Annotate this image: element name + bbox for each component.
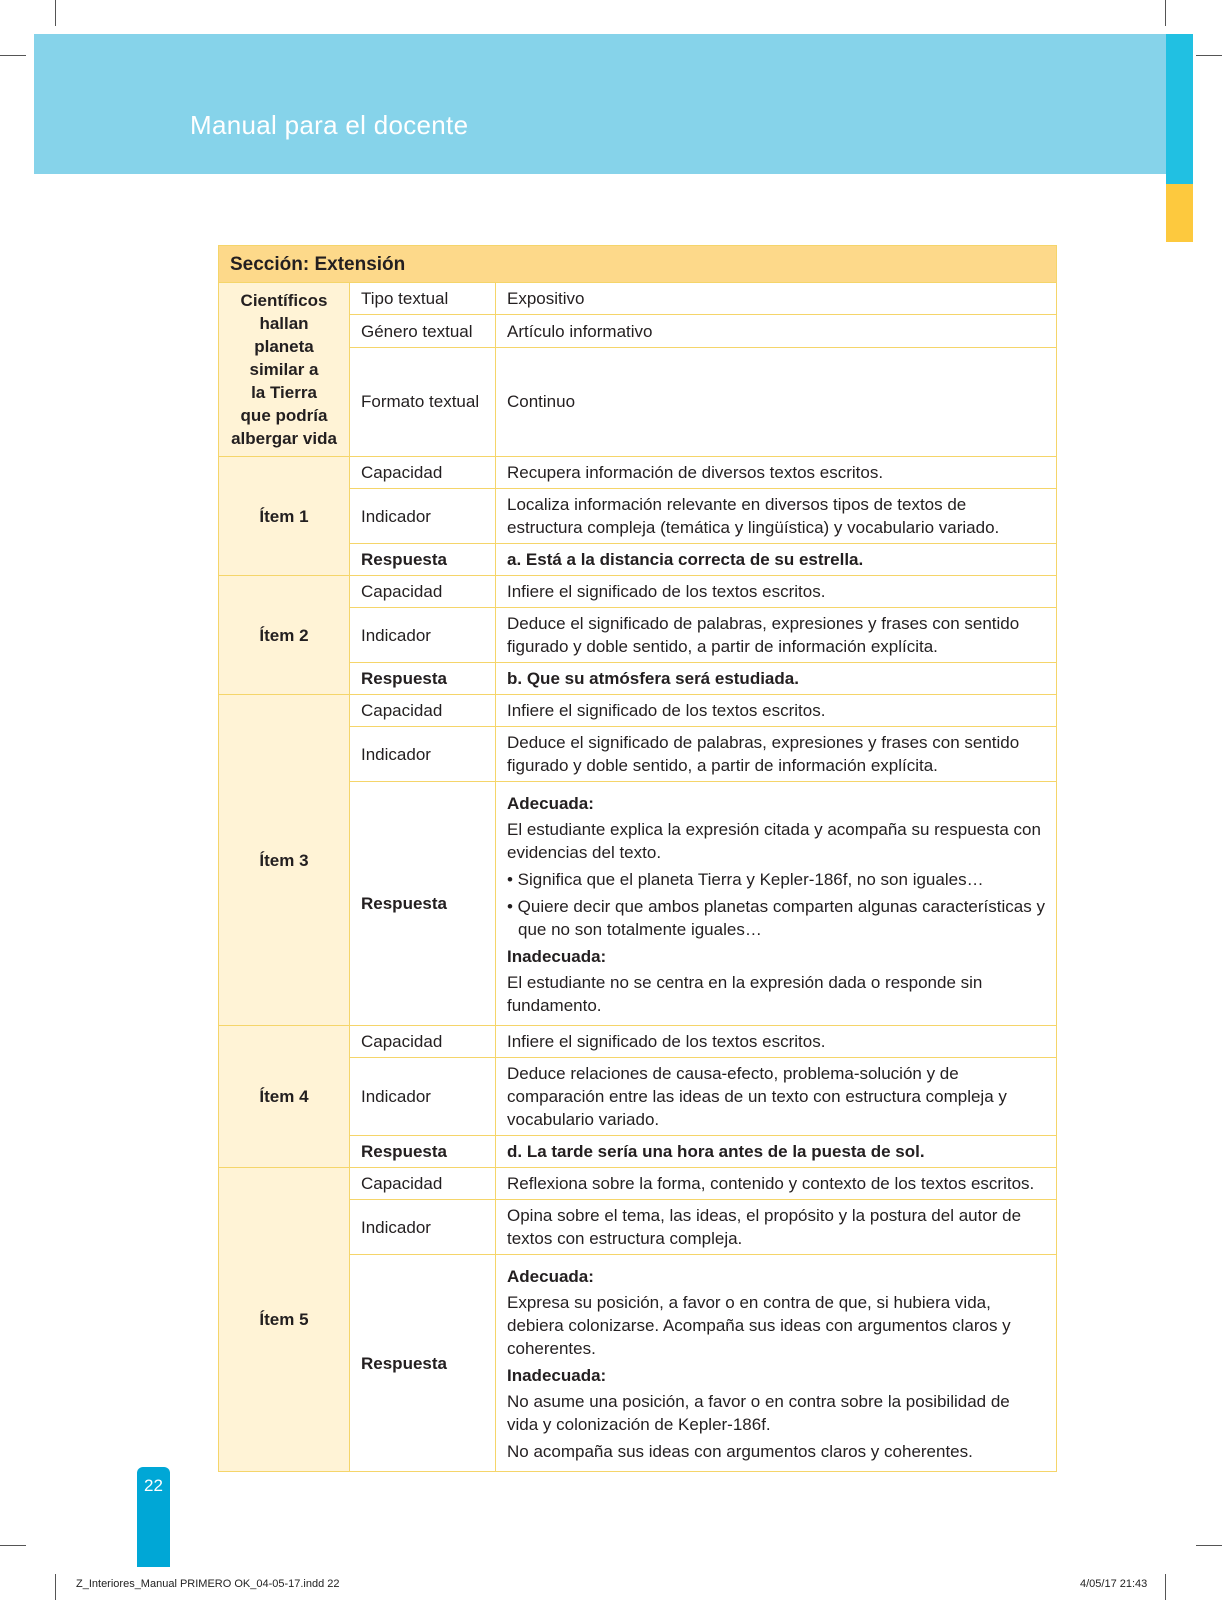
crop-mark	[1165, 1574, 1166, 1600]
adecuada-text: El estudiante explica la expresión citada y acompaña su respuesta con evidencias del texto.	[507, 820, 1041, 862]
row-label: Indicador	[350, 608, 496, 663]
row-label: Capacidad	[350, 1026, 496, 1058]
row-label: Capacidad	[350, 1168, 496, 1200]
inadecuada-text: El estudiante no se centra en la expresión dada o responde sin fundamento.	[507, 973, 983, 1015]
item-label: Ítem 2	[219, 576, 350, 695]
row-label: Respuesta	[350, 544, 496, 576]
respuesta-value	[496, 782, 1057, 1026]
crop-mark	[1196, 55, 1222, 56]
item-label: Ítem 3	[219, 695, 350, 1026]
inadecuada-label: Inadecuada:	[507, 1366, 607, 1385]
title-line: que podría	[240, 406, 328, 425]
row-label: Respuesta	[350, 1136, 496, 1168]
text-title	[219, 283, 350, 457]
row-label: Respuesta	[350, 663, 496, 695]
side-tab-cyan	[1166, 34, 1193, 184]
row-label: Capacidad	[350, 695, 496, 727]
crop-mark	[1196, 1545, 1222, 1546]
respuesta-value	[496, 1255, 1057, 1472]
row-label: Capacidad	[350, 457, 496, 489]
inadecuada-text: No acompaña sus ideas con argumentos claros y coherentes.	[507, 1442, 973, 1461]
inadecuada-text: No asume una posición, a favor o en contra sobre la posibilidad de vida y colonización de Kepler-186f.	[507, 1392, 1010, 1434]
title-line: similar a	[249, 360, 319, 379]
adecuada-label: Adecuada:	[507, 794, 594, 813]
header-band	[34, 34, 1166, 174]
respuesta-value: a. Está a la distancia correcta de su estrella.	[496, 544, 1057, 576]
row-label: Capacidad	[350, 576, 496, 608]
capacidad-value: Recupera información de diversos textos escritos.	[496, 457, 1057, 489]
capacidad-value: Infiere el significado de los textos escritos.	[496, 1026, 1057, 1058]
capacidad-value: Infiere el significado de los textos escritos.	[496, 695, 1057, 727]
meta-value: Expositivo	[496, 283, 1057, 315]
respuesta-value: d. La tarde sería una hora antes de la puesta de sol.	[496, 1136, 1057, 1168]
capacidad-value: Infiere el significado de los textos escritos.	[496, 576, 1057, 608]
crop-mark	[55, 0, 56, 26]
row-label: Indicador	[350, 1058, 496, 1136]
row-label: Indicador	[350, 727, 496, 782]
row-label: Respuesta	[350, 782, 496, 1026]
row-label: Indicador	[350, 1200, 496, 1255]
footer-filename: Z_Interiores_Manual PRIMERO OK_04-05-17.indd 22	[76, 1578, 340, 1590]
bullet-item: • Significa que el planeta Tierra y Kepler-186f, no son iguales…	[507, 870, 984, 889]
adecuada-label: Adecuada:	[507, 1267, 594, 1286]
section-header: Sección: Extensión	[219, 246, 1057, 283]
indicador-value: Localiza información relevante en diversos tipos de textos de estructura compleja (temática y lingüística) y vocabulario variado.	[496, 489, 1057, 544]
extension-table	[218, 245, 1056, 1472]
meta-value: Continuo	[496, 347, 1057, 456]
page-number: 22	[144, 1476, 163, 1495]
title-line: albergar vida	[231, 429, 337, 448]
indicador-value: Deduce el significado de palabras, expresiones y frases con sentido figurado y doble sentido, a partir de información explícita.	[496, 727, 1057, 782]
page-title: Manual para el docente	[190, 110, 469, 140]
crop-mark	[0, 1545, 26, 1546]
indicador-value: Deduce relaciones de causa-efecto, problema-solución y de comparación entre las ideas de un texto con estructura compleja y vocabulario variado.	[496, 1058, 1057, 1136]
bullet-item: • Quiere decir que ambos planetas comparten algunas características y que no son totalmente iguales…	[507, 897, 1045, 939]
row-label: Respuesta	[350, 1255, 496, 1472]
meta-label: Tipo textual	[350, 283, 496, 315]
item-label: Ítem 5	[219, 1168, 350, 1472]
adecuada-text: Expresa su posición, a favor o en contra de que, si hubiera vida, debiera colonizarse. Acompaña sus ideas con argumentos claros y coherentes.	[507, 1293, 1011, 1358]
row-label: Indicador	[350, 489, 496, 544]
crop-mark	[55, 1574, 56, 1600]
title-line: Científicos	[240, 291, 328, 310]
crop-mark	[1165, 0, 1166, 26]
item-label: Ítem 4	[219, 1026, 350, 1168]
side-tab-yellow	[1166, 184, 1193, 242]
crop-mark	[0, 55, 26, 56]
indicador-value: Opina sobre el tema, las ideas, el propósito y la postura del autor de textos con estructura compleja.	[496, 1200, 1057, 1255]
meta-label: Formato textual	[350, 347, 496, 456]
indicador-value: Deduce el significado de palabras, expresiones y frases con sentido figurado y doble sentido, a partir de información explícita.	[496, 608, 1057, 663]
respuesta-value: b. Que su atmósfera será estudiada.	[496, 663, 1057, 695]
inadecuada-label: Inadecuada:	[507, 947, 607, 966]
item-label: Ítem 1	[219, 457, 350, 576]
title-line: la Tierra	[251, 383, 317, 402]
title-line: hallan	[259, 314, 309, 333]
meta-value: Artículo informativo	[496, 315, 1057, 347]
meta-label: Género textual	[350, 315, 496, 347]
title-line: planeta	[254, 337, 314, 356]
capacidad-value: Reflexiona sobre la forma, contenido y contexto de los textos escritos.	[496, 1168, 1057, 1200]
footer-date: 4/05/17 21:43	[1080, 1578, 1148, 1590]
